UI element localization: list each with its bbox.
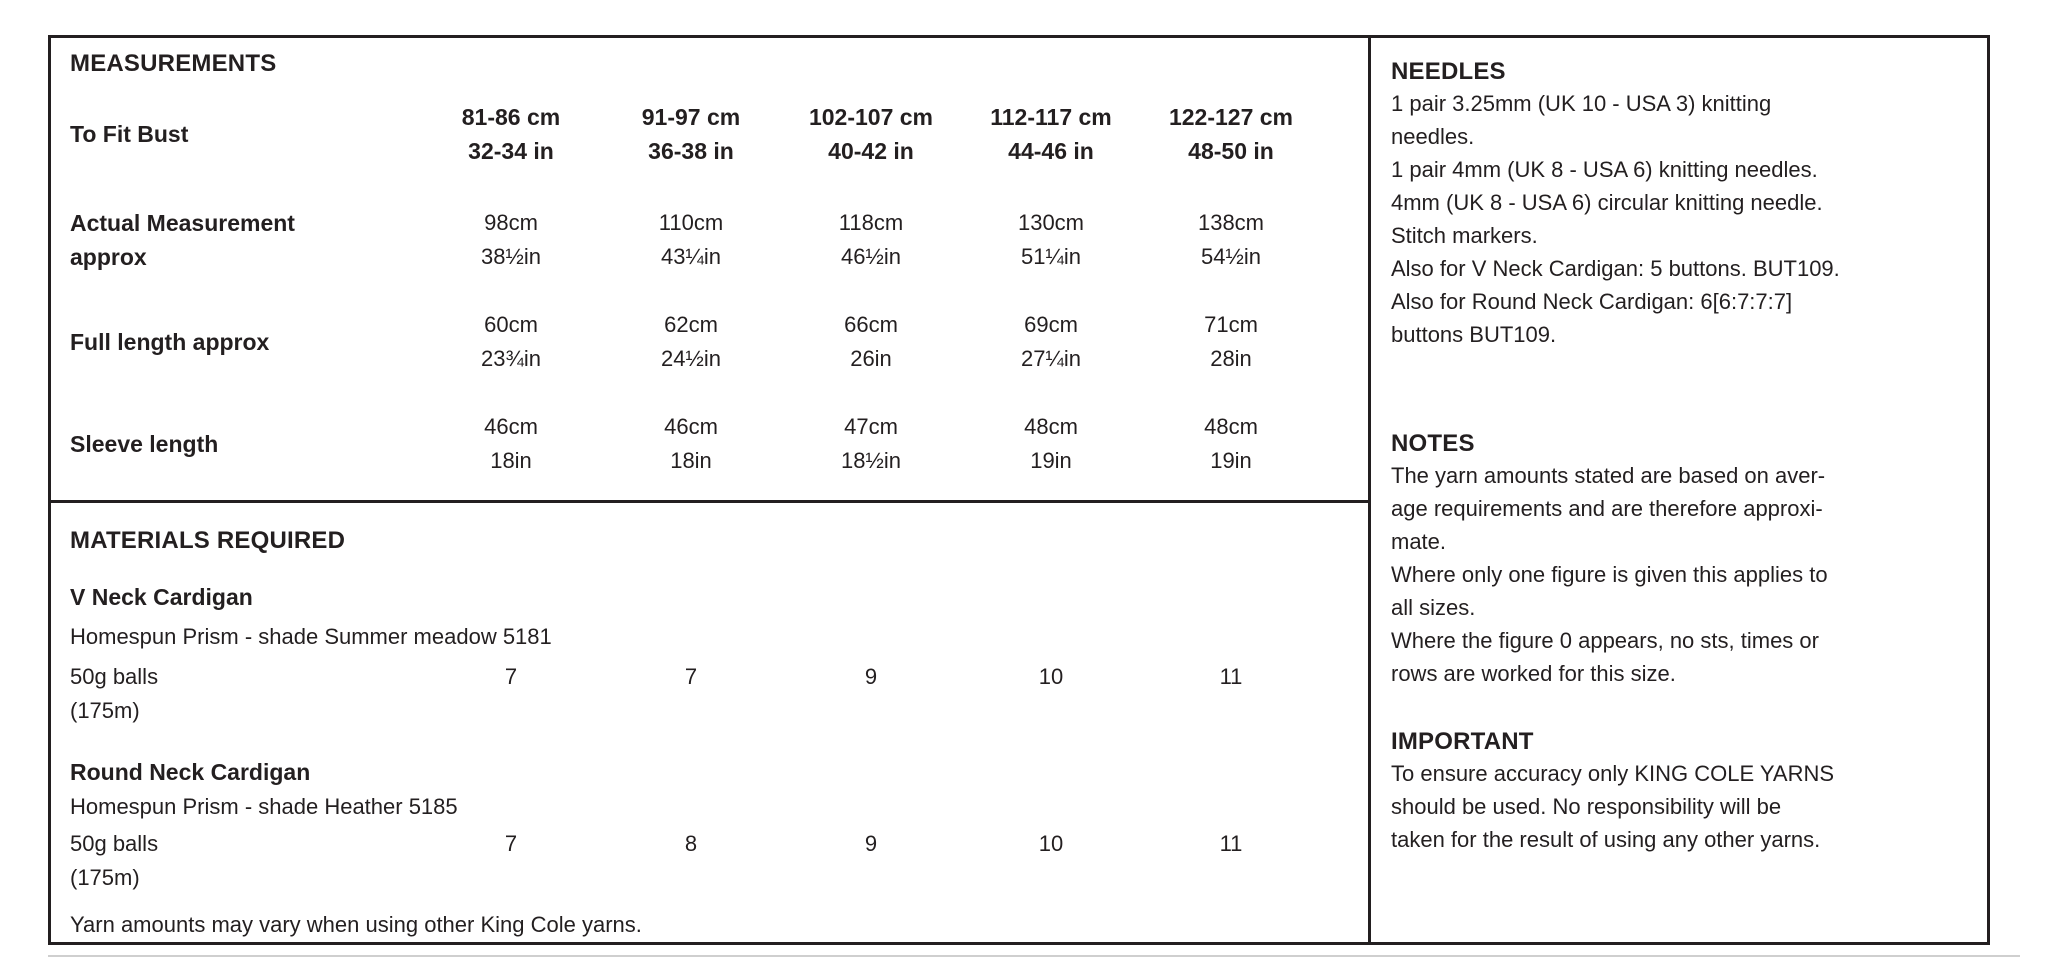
material-quantity: 11	[1219, 664, 1243, 689]
value-cm: 130cm	[1017, 210, 1085, 235]
size-cm: 112-117 cm	[990, 104, 1112, 130]
notes-text	[1391, 459, 1991, 690]
material-quantity-row	[51, 660, 1331, 728]
value-cm: 47cm	[844, 414, 898, 439]
material-quantity: 9	[864, 831, 878, 856]
unit-line: (175m)	[70, 698, 140, 723]
measurement-value	[421, 206, 601, 274]
needles-section	[1391, 58, 1991, 351]
value-cm: 98cm	[484, 210, 538, 235]
value-in: 51¼in	[1021, 244, 1081, 269]
text-line: 1 pair 4mm (UK 8 - USA 6) knitting needles.	[1391, 157, 1818, 182]
materials-footnote: Yarn amounts may vary when using other King Cole yarns.	[70, 912, 642, 937]
value-cm: 60cm	[484, 312, 538, 337]
unit-line: 50g balls	[70, 831, 159, 856]
notes-section	[1391, 430, 1991, 690]
size-cm: 91-97 cm	[641, 104, 741, 130]
measurement-value	[1141, 206, 1321, 274]
measurement-value	[601, 206, 781, 274]
value-cm: 48cm	[1024, 414, 1078, 439]
material-quantity: 7	[504, 664, 518, 689]
measurement-value	[961, 410, 1141, 478]
materials-title: MATERIALS REQUIRED	[70, 527, 346, 554]
size-column-header	[421, 100, 601, 168]
important-title: IMPORTANT	[1391, 728, 1534, 755]
text-line: mate.	[1391, 529, 1447, 554]
text-line: rows are worked for this size.	[1391, 661, 1676, 686]
value-in: 19in	[1210, 448, 1252, 473]
value-in: 43¼in	[661, 244, 721, 269]
text-line: Where the figure 0 appears, no sts, times or	[1391, 628, 1819, 653]
value-cm: 46cm	[664, 414, 718, 439]
value-cm: 110cm	[658, 210, 724, 235]
material-quantity: 7	[504, 831, 518, 856]
size-in: 32-34 in	[468, 138, 554, 164]
text-line: taken for the result of using any other yarns.	[1391, 827, 1821, 852]
measurement-value	[961, 206, 1141, 274]
text-line: buttons BUT109.	[1391, 322, 1557, 347]
size-in: 36-38 in	[648, 138, 734, 164]
value-cm: 118cm	[838, 210, 904, 235]
material-item-name: Round Neck Cardigan	[70, 759, 311, 785]
text-line: 4mm (UK 8 - USA 6) circular knitting needle.	[1391, 190, 1823, 215]
value-in: 28in	[1210, 346, 1252, 371]
measurement-value	[601, 410, 781, 478]
important-section	[1391, 728, 1991, 856]
material-quantity: 7	[684, 664, 698, 689]
material-item-name: V Neck Cardigan	[70, 584, 253, 610]
measurement-value	[781, 410, 961, 478]
material-unit	[51, 660, 421, 728]
pattern-spec-sheet	[48, 35, 1990, 945]
material-unit	[51, 827, 421, 895]
value-in: 46½in	[841, 244, 901, 269]
material-quantity: 9	[864, 664, 878, 689]
text-line: Where only one figure is given this applies to	[1391, 562, 1828, 587]
unit-line: (175m)	[70, 865, 140, 890]
size-column-header	[781, 100, 961, 168]
measurement-value	[1141, 410, 1321, 478]
horizontal-divider	[51, 500, 1368, 503]
size-cm: 122-127 cm	[1168, 104, 1294, 130]
value-cm: 66cm	[844, 312, 898, 337]
vertical-divider	[1368, 38, 1371, 942]
page-edge-shadow	[48, 955, 2020, 957]
material-yarn-shade: Homespun Prism - shade Heather 5185	[70, 794, 458, 819]
important-text	[1391, 757, 1991, 856]
size-column-header	[961, 100, 1141, 168]
value-cm: 71cm	[1204, 312, 1258, 337]
unit-line: 50g balls	[70, 664, 159, 689]
value-in: 18in	[670, 448, 712, 473]
text-line: needles.	[1391, 124, 1475, 149]
material-quantity: 8	[684, 831, 698, 856]
measurement-row-full-length	[51, 308, 1331, 376]
material-quantity: 11	[1219, 831, 1243, 856]
measurement-value	[1141, 308, 1321, 376]
material-quantity-row	[51, 827, 1331, 895]
value-cm: 46cm	[484, 414, 538, 439]
text-line: should be used. No responsibility will be	[1391, 794, 1782, 819]
text-line: Stitch markers.	[1391, 223, 1538, 248]
text-line: Also for Round Neck Cardigan: 6[6:7:7:7]	[1391, 289, 1793, 314]
row-label-actual-measurement	[51, 206, 421, 274]
row-label-full-length: Full length approx	[70, 329, 270, 355]
measurement-row-actual	[51, 206, 1331, 274]
text-line: To ensure accuracy only KING COLE YARNS	[1391, 761, 1835, 786]
value-in: 27¼in	[1021, 346, 1081, 371]
material-quantity: 10	[1038, 831, 1064, 856]
notes-title: NOTES	[1391, 430, 1475, 457]
row-label-line: Actual Measurement	[70, 210, 295, 236]
measurement-value	[781, 206, 961, 274]
measurement-value	[601, 308, 781, 376]
value-cm: 138cm	[1197, 210, 1265, 235]
size-column-header	[1141, 100, 1321, 168]
value-in: 19in	[1030, 448, 1072, 473]
measurement-row-sleeve	[51, 410, 1331, 478]
value-cm: 62cm	[664, 312, 718, 337]
material-quantity: 10	[1038, 664, 1064, 689]
needles-text	[1391, 87, 1991, 351]
size-cm: 102-107 cm	[808, 104, 934, 130]
row-label-sleeve-length: Sleeve length	[70, 431, 219, 457]
material-yarn-shade: Homespun Prism - shade Summer meadow 5181	[70, 624, 552, 649]
text-line: age requirements and are therefore approxi-	[1391, 496, 1823, 521]
value-in: 23¾in	[481, 346, 541, 371]
value-in: 38½in	[481, 244, 541, 269]
measurement-value	[961, 308, 1141, 376]
size-header-row	[51, 100, 1331, 168]
text-line: all sizes.	[1391, 595, 1476, 620]
size-cm: 81-86 cm	[461, 104, 561, 130]
value-in: 24½in	[661, 346, 721, 371]
needles-title: NEEDLES	[1391, 58, 1506, 85]
size-in: 48-50 in	[1188, 138, 1274, 164]
size-column-header	[601, 100, 781, 168]
row-label-to-fit-bust: To Fit Bust	[70, 121, 189, 147]
row-label-line: approx	[70, 244, 147, 270]
text-line: 1 pair 3.25mm (UK 10 - USA 3) knitting	[1391, 91, 1772, 116]
value-cm: 48cm	[1204, 414, 1258, 439]
value-in: 54½in	[1201, 244, 1261, 269]
value-in: 26in	[850, 346, 892, 371]
value-in: 18½in	[841, 448, 901, 473]
measurement-value	[781, 308, 961, 376]
text-line: Also for V Neck Cardigan: 5 buttons. BUT109.	[1391, 256, 1840, 281]
measurement-value	[421, 308, 601, 376]
measurement-value	[421, 410, 601, 478]
measurements-title: MEASUREMENTS	[70, 50, 277, 77]
size-in: 40-42 in	[828, 138, 914, 164]
size-in: 44-46 in	[1008, 138, 1094, 164]
value-cm: 69cm	[1024, 312, 1078, 337]
value-in: 18in	[490, 448, 532, 473]
text-line: The yarn amounts stated are based on aver-	[1391, 463, 1826, 488]
